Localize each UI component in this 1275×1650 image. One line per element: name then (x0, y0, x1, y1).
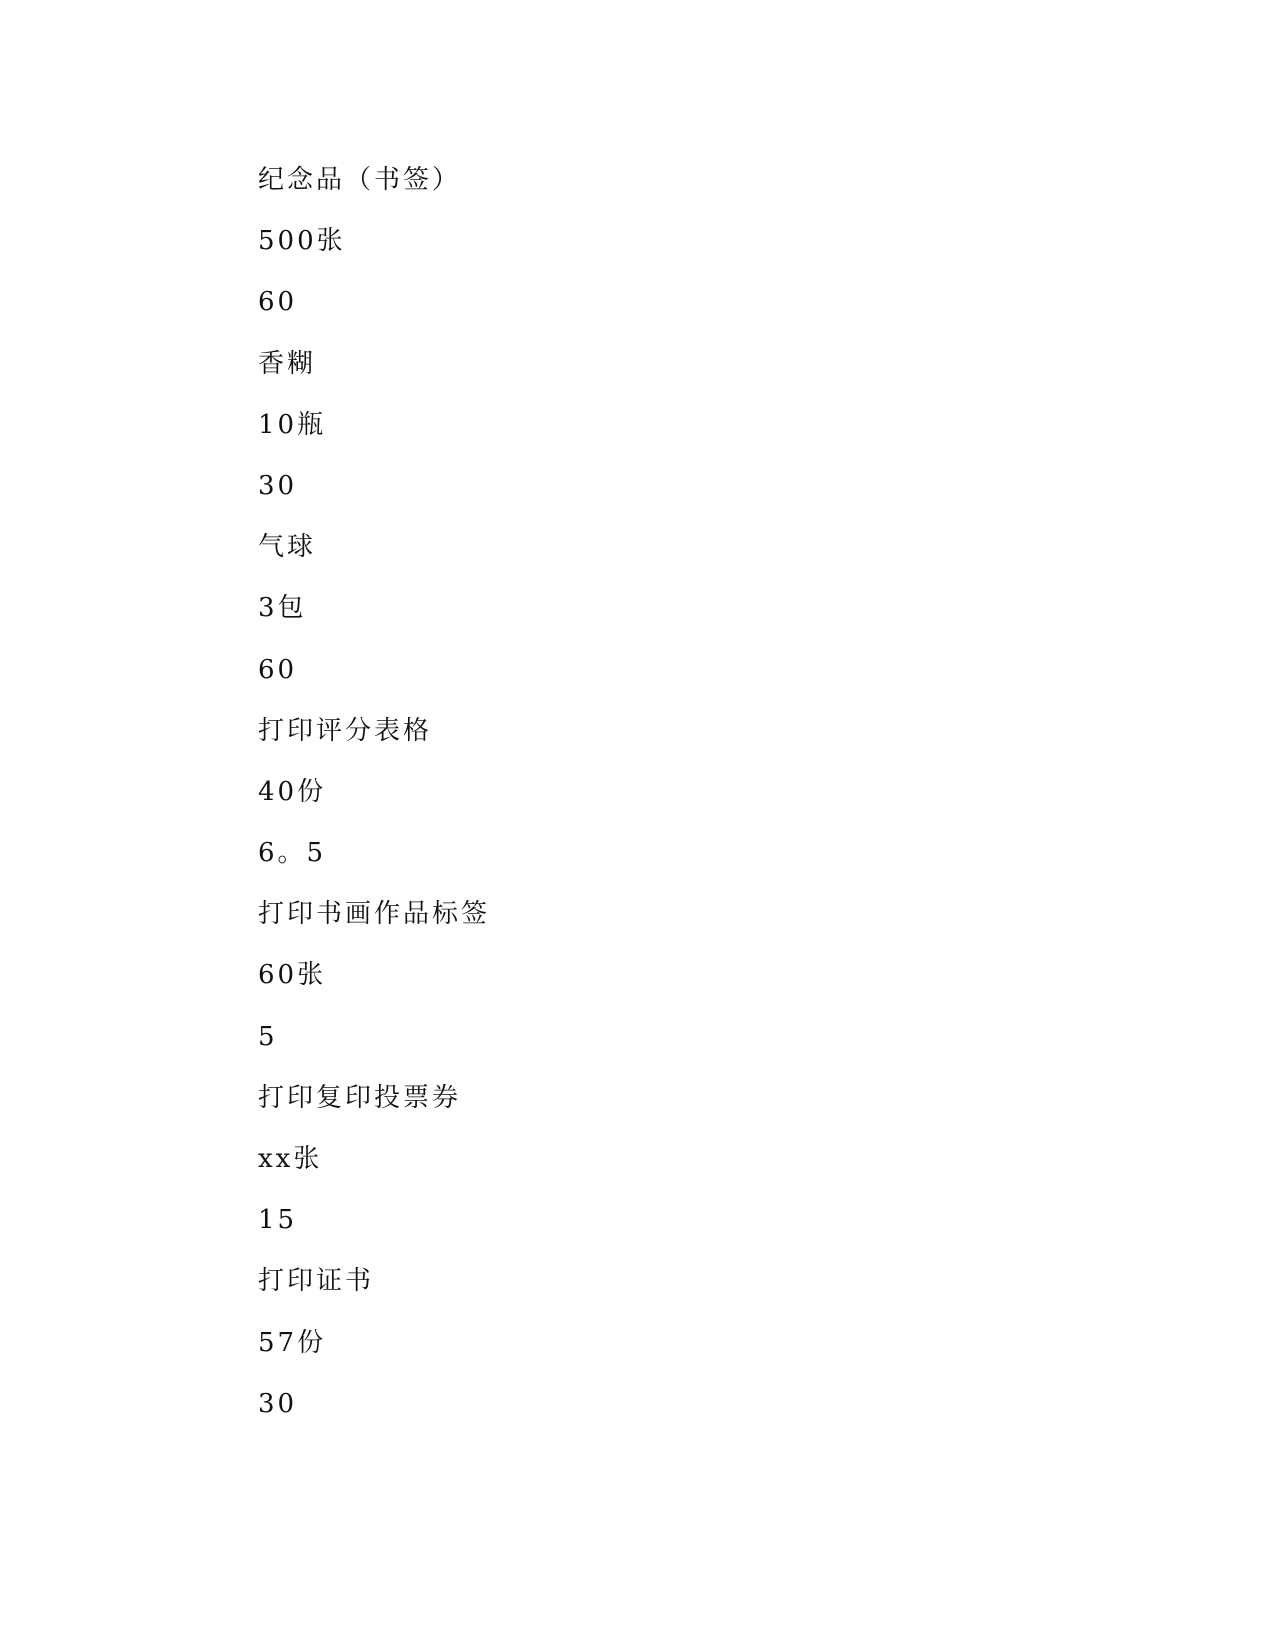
text-line: 60张 (258, 960, 327, 991)
text-line: 6。5 (258, 838, 327, 869)
text-line: 5 (258, 1021, 278, 1052)
text-line: 香糊 (258, 348, 317, 379)
text-line: 气球 (258, 532, 317, 563)
text-line: xx张 (258, 1144, 323, 1174)
document-body (258, 160, 490, 1445)
text-line: 打印复印投票券 (258, 1082, 462, 1113)
text-line: 30 (258, 1388, 298, 1419)
text-line: 打印评分表格 (258, 715, 433, 746)
text-line: 3包 (258, 593, 307, 624)
text-line: 15 (258, 1205, 298, 1236)
text-line: 60 (258, 654, 298, 685)
text-line: 30 (258, 470, 298, 501)
text-line: 打印证书 (258, 1266, 375, 1297)
text-line: 500张 (258, 226, 346, 257)
text-line: 打印书画作品标签 (258, 899, 491, 930)
text-line: 40份 (258, 776, 327, 807)
text-line: 57份 (258, 1327, 327, 1358)
text-line: 60 (258, 287, 298, 318)
text-line: 10瓶 (258, 409, 327, 440)
text-line: 纪念品（书签） (258, 165, 462, 195)
